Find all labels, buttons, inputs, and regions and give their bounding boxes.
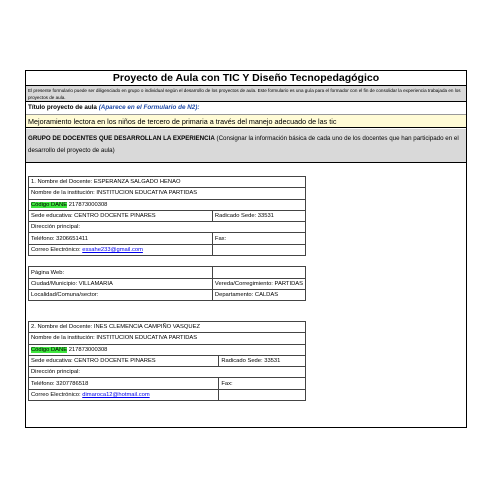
project-label-note: (Aparece en el Formulario de N2): — [98, 104, 200, 111]
project-label-text: Título proyecto de aula — [28, 104, 97, 111]
teacher-1-dane-label: Código DANE — [31, 201, 68, 208]
teacher-1-dane-value: 217873000308 — [68, 201, 108, 208]
teacher-2-direccion[interactable]: Dirección principal: — [29, 367, 306, 378]
teacher-2-dane[interactable] — [29, 344, 306, 355]
teacher-1-correo[interactable] — [29, 244, 213, 255]
teacher-1-dane[interactable] — [29, 199, 306, 210]
teacher-1-institution[interactable]: Nombre de la institución: INSTITUCION EDUCATIVA PARTIDAS — [29, 188, 306, 199]
teacher-2-correo-label: Correo Electrónico: — [31, 391, 83, 398]
teacher-2-correo-extra[interactable] — [219, 389, 306, 400]
teacher-2-table — [28, 321, 306, 401]
teacher-1-departamento[interactable]: Departamento: CALDAS — [212, 289, 305, 300]
teacher-2-dane-label: Código DANE — [31, 346, 68, 353]
form-title: Proyecto de Aula con TIC Y Diseño Tecnopedagógico — [26, 71, 466, 86]
teacher-1-vereda[interactable]: Vereda/Corregimiento: PARTIDAS — [212, 278, 305, 289]
teacher-1-ciudad[interactable]: Ciudad/Municipio: VILLAMARIA — [29, 278, 213, 289]
teacher-2-correo[interactable] — [29, 389, 219, 400]
teacher-1-direccion[interactable]: Dirección principal: — [29, 222, 306, 233]
teacher-1-correo-extra[interactable] — [212, 244, 305, 255]
form-intro: El presente formulario puede ser diligenciado en grupo o individual según el desarrollo de los proyectos de aula. Este formulario es una guía para el formador con el fin de consolidar la experiencia trabajada en los proyectos de aula. — [26, 86, 466, 102]
teacher-1-correo-label: Correo Electrónico: — [31, 246, 83, 253]
teacher-1-name[interactable]: 1. Nombre del Docente: ESPERANZA SALGADO HENAO — [29, 177, 306, 188]
teacher-2-institution[interactable]: Nombre de la institución: INSTITUCION EDUCATIVA PARTIDAS — [29, 333, 306, 344]
teacher-2-fax[interactable]: Fax: — [219, 378, 306, 389]
teacher-1-localidad[interactable]: Localidad/Comuna/sector: — [29, 289, 213, 300]
teacher-2-dane-value: 217873000308 — [68, 346, 108, 353]
teacher-1-telefono[interactable]: Teléfono: 3206651411 — [29, 233, 213, 244]
teacher-1-spacer — [29, 256, 306, 267]
teacher-1-pagina[interactable]: Página Web: — [29, 267, 213, 278]
teacher-2-sede[interactable]: Sede educativa: CENTRO DOCENTE PINARES — [29, 355, 219, 366]
teacher-1-radicado[interactable]: Radicado Sede: 33531 — [212, 210, 305, 221]
teacher-2-radicado[interactable]: Radicado Sede: 33531 — [219, 355, 306, 366]
form-document — [25, 70, 467, 428]
teacher-1-table — [28, 176, 306, 301]
group-heading-note: (Consignar la información básica de cada uno de los docentes que han participado en el desarrollo del proyecto de aula) — [28, 135, 459, 154]
teacher-2-email-link[interactable]: dimaroca12@hotmail.com — [82, 391, 150, 398]
teacher-1-fax[interactable]: Fax: — [212, 233, 305, 244]
teacher-group-heading — [26, 129, 466, 163]
teacher-2-name[interactable]: 2. Nombre del Docente: INES CLEMENCIA CAMPIÑO VASQUEZ — [29, 322, 306, 333]
project-title-field[interactable]: Mejoramiento lectora en los niños de tercero de primaria a través del manejo adecuado de las tic — [26, 114, 466, 128]
teacher-2-telefono[interactable]: Teléfono: 3207786518 — [29, 378, 219, 389]
teacher-1-email-link[interactable]: essahe233@gmail.com — [82, 246, 143, 253]
teacher-1-pagina-extra[interactable] — [212, 267, 305, 278]
project-title-label — [26, 103, 466, 113]
teacher-1-sede[interactable]: Sede educativa: CENTRO DOCENTE PINARES — [29, 210, 213, 221]
group-heading-bold: GRUPO DE DOCENTES QUE DESARROLLAN LA EXPERIENCIA — [28, 135, 215, 142]
